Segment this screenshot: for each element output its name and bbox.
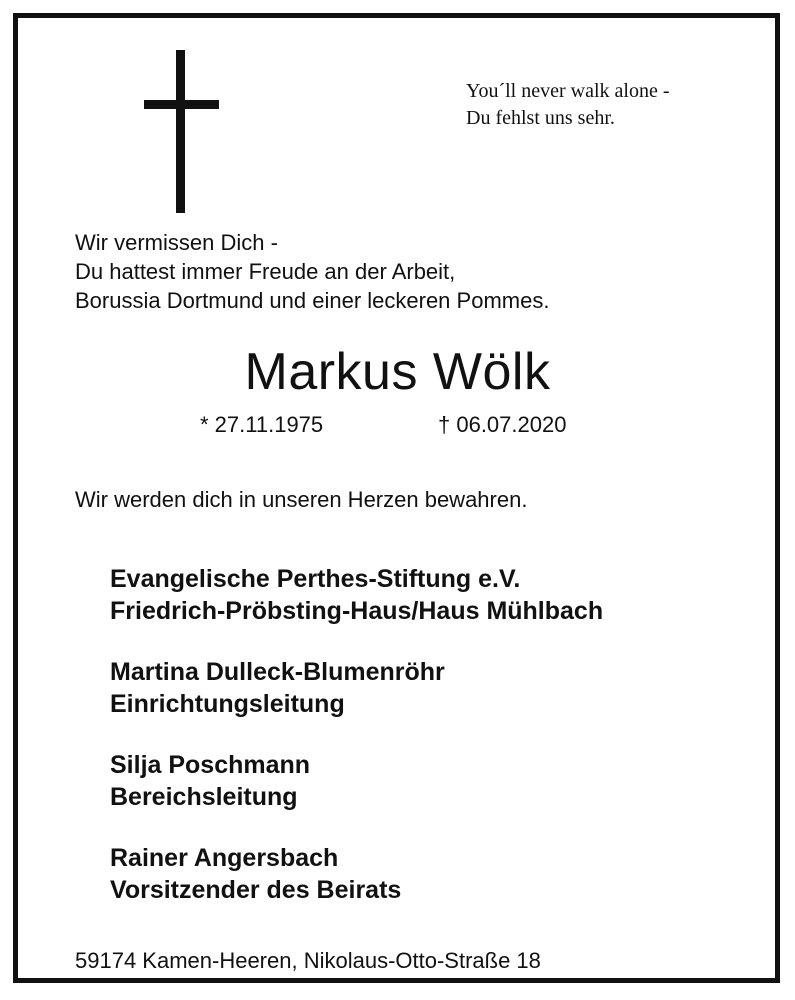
mourner-name: Rainer Angersbach [110, 844, 339, 872]
intro-line: Du hattest immer Freude an der Arbeit, [75, 259, 456, 284]
mourner-name: Evangelische Perthes-Stiftung e.V. [110, 565, 521, 593]
address: 59174 Kamen-Heeren, Nikolaus-Otto-Straße 18 [75, 948, 541, 973]
closing-text: Wir werden dich in unseren Herzen bewahren. [75, 487, 528, 512]
intro-line: Borussia Dortmund und einer leckeren Pommes. [75, 288, 550, 313]
mourner-name: Martina Dulleck-Blumenröhr [110, 658, 445, 686]
birth-date: * 27.11.1975 [200, 412, 324, 437]
mourners-list [110, 563, 603, 935]
motto [466, 78, 669, 132]
motto-line: You´ll never walk alone - [466, 80, 670, 102]
mourner-role: Friedrich-Pröbsting-Haus/Haus Mühlbach [110, 597, 604, 625]
mourner-role: Einrichtungsleitung [110, 690, 345, 718]
motto-line: Du fehlst uns sehr. [466, 107, 615, 129]
mourner-group [110, 842, 603, 906]
mourner-role: Vorsitzender des Beirats [110, 876, 402, 904]
mourner-group [110, 656, 603, 720]
mourner-group [110, 749, 603, 813]
mourner-group [110, 563, 603, 627]
mourner-name: Silja Poschmann [110, 751, 311, 779]
mourner-role: Bereichsleitung [110, 783, 298, 811]
death-date: † 06.07.2020 [438, 412, 567, 437]
deceased-name: Markus Wölk [244, 343, 551, 401]
intro-text [75, 228, 549, 315]
intro-line: Wir vermissen Dich - [75, 230, 278, 255]
